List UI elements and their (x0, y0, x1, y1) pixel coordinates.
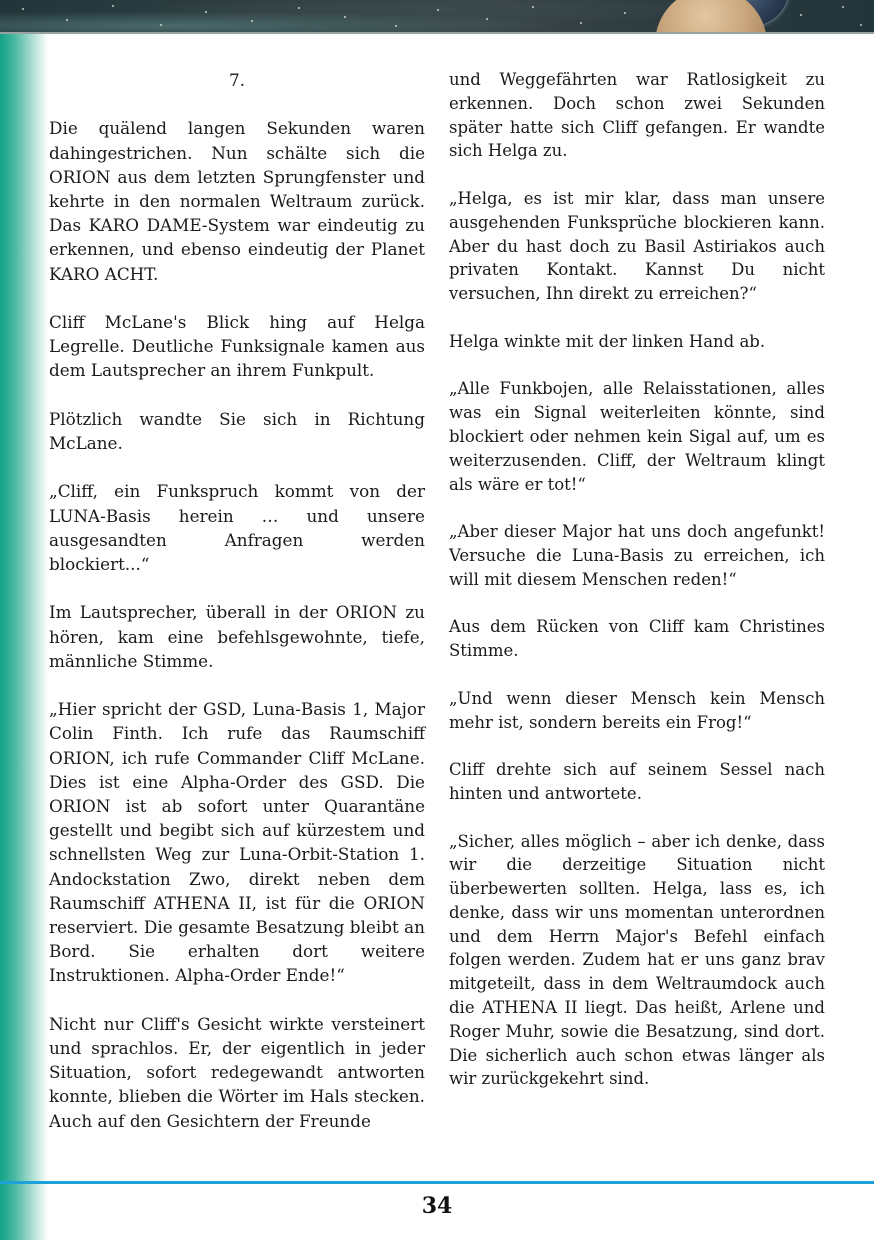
chapter-number: 7. (228, 70, 245, 90)
star-decoration (298, 7, 300, 9)
paragraph: Nicht nur Cliff's Gesicht wirkte versteinert und sprachlos. Er, der eigentlich in jeder Situation, sofort redegewandt antworten konnte, blieben die Wörter im Hals stecken. Auch auf den Gesichtern der Freunde (49, 1013, 425, 1131)
footer-rule (0, 1181, 874, 1184)
star-decoration (437, 9, 439, 11)
paragraph: Die quälend langen Sekunden waren dahingestrichen. Nun schälte sich die ORION aus dem letzten Sprungfenster und kehrte in den normalen Weltraum zurück. Das KARO DAME-System war eindeutig zu erkennen, und ebenso eindeutig der Planet KARO ACHT. (49, 118, 425, 284)
paragraph: „Cliff, ein Funkspruch kommt von der LUNA-Basis herein … und unsere ausgesandten Anfragen werden blockiert...“ (49, 481, 425, 574)
star-decoration (532, 6, 534, 8)
star-decoration (580, 22, 582, 24)
paragraph: „Alle Funkbojen, alle Relaisstationen, alles was ein Signal weiterleiten könnte, sind blockiert oder nehmen kein Sigal auf, um es weiterzusenden. Cliff, der Weltraum klingt als wäre er tot!“ (449, 379, 825, 494)
star-decoration (860, 24, 862, 26)
star-decoration (842, 6, 844, 8)
star-decoration (112, 5, 114, 7)
paragraph: Helga winkte mit der linken Hand ab. (449, 331, 766, 351)
paragraph: und Weggefährten war Ratlosigkeit zu erkennen. Doch schon zwei Sekunden später hatte sich Cliff gefangen. Er wandte sich Helga zu. (449, 70, 825, 161)
side-accent-bar (0, 34, 48, 1240)
paragraph: Cliff drehte sich auf seinem Sessel nach hinten und antwortete. (449, 760, 825, 803)
left-column (49, 68, 425, 1157)
star-decoration (344, 16, 346, 18)
star-decoration (624, 12, 626, 14)
header-banner (0, 0, 874, 32)
paragraph: „Hier spricht der GSD, Luna-Basis 1, Major Colin Finth. Ich rufe das Raumschiff ORION, ich rufe Commander Cliff McLane. Dies ist eine Alpha-Order des GSD. Die ORION ist ab sofort unter Quarantäne gestellt und begibt sich auf kürzestem und schnellsten Weg zur Luna-Orbit-Station 1. Andockstation Zwo, direkt neben dem Raumschiff ATHENA II, ist für die ORION reserviert. Die gesamte Besatzung bleibt an Bord. Sie erhalten dort weitere Instruktionen. Alpha-Order Ende!“ (49, 699, 425, 986)
paragraph: „Aber dieser Major hat uns doch angefunkt! Versuche die Luna-Basis zu erreichen, ich will mit diesem Menschen reden!“ (449, 522, 825, 589)
star-decoration (251, 20, 253, 22)
right-column (449, 68, 825, 1115)
paragraph: Cliff McLane's Blick hing auf Helga Legrelle. Deutliche Funksignale kamen aus dem Lautsprecher an ihrem Funkpult. (49, 312, 425, 381)
paragraph: „Und wenn dieser Mensch kein Mensch mehr ist, sondern bereits ein Frog!“ (449, 688, 825, 732)
paragraph: Plötzlich wandte Sie sich in Richtung McLane. (49, 408, 425, 453)
paragraph: Aus dem Rücken von Cliff kam Christines Stimme. (449, 617, 825, 661)
star-decoration (66, 19, 68, 21)
paragraph: „Helga, es ist mir klar, dass man unsere ausgehenden Funksprüche blockieren kann. Aber du hast doch zu Basil Astiriakos auch privaten Kontakt. Kannst Du nicht versuchen, Ihn direkt zu erreichen?“ (449, 188, 825, 304)
star-decoration (395, 25, 397, 27)
star-decoration (205, 11, 207, 13)
paragraph: „Sicher, alles möglich – aber ich denke, dass wir die derzeitige Situation nicht überbewerten sollten. Helga, lass es, ich denke, dass wir uns momentan unterordnen und dem Herrn Major's Befehl einfach folgen werden. Zudem hat er uns ganz brav mitgeteilt, dass in dem Weltraumdock auch die ATHENA II liegt. Das heißt, Arlene und Roger Muhr, sowie die Besatzung, sind dort. Die sicherlich auch schon etwas länger als wir zurückgekehrt sind. (449, 831, 825, 1089)
star-decoration (22, 8, 24, 10)
tan-planet-icon (655, 0, 767, 32)
star-decoration (486, 18, 488, 20)
star-decoration (160, 24, 162, 26)
star-decoration (800, 14, 802, 16)
paragraph: Im Lautsprecher, überall in der ORION zu hören, kam eine befehlsgewohnte, tiefe, männliche Stimme. (49, 602, 425, 671)
banner-divider (0, 32, 874, 34)
page-number: 34 (421, 1193, 453, 1219)
